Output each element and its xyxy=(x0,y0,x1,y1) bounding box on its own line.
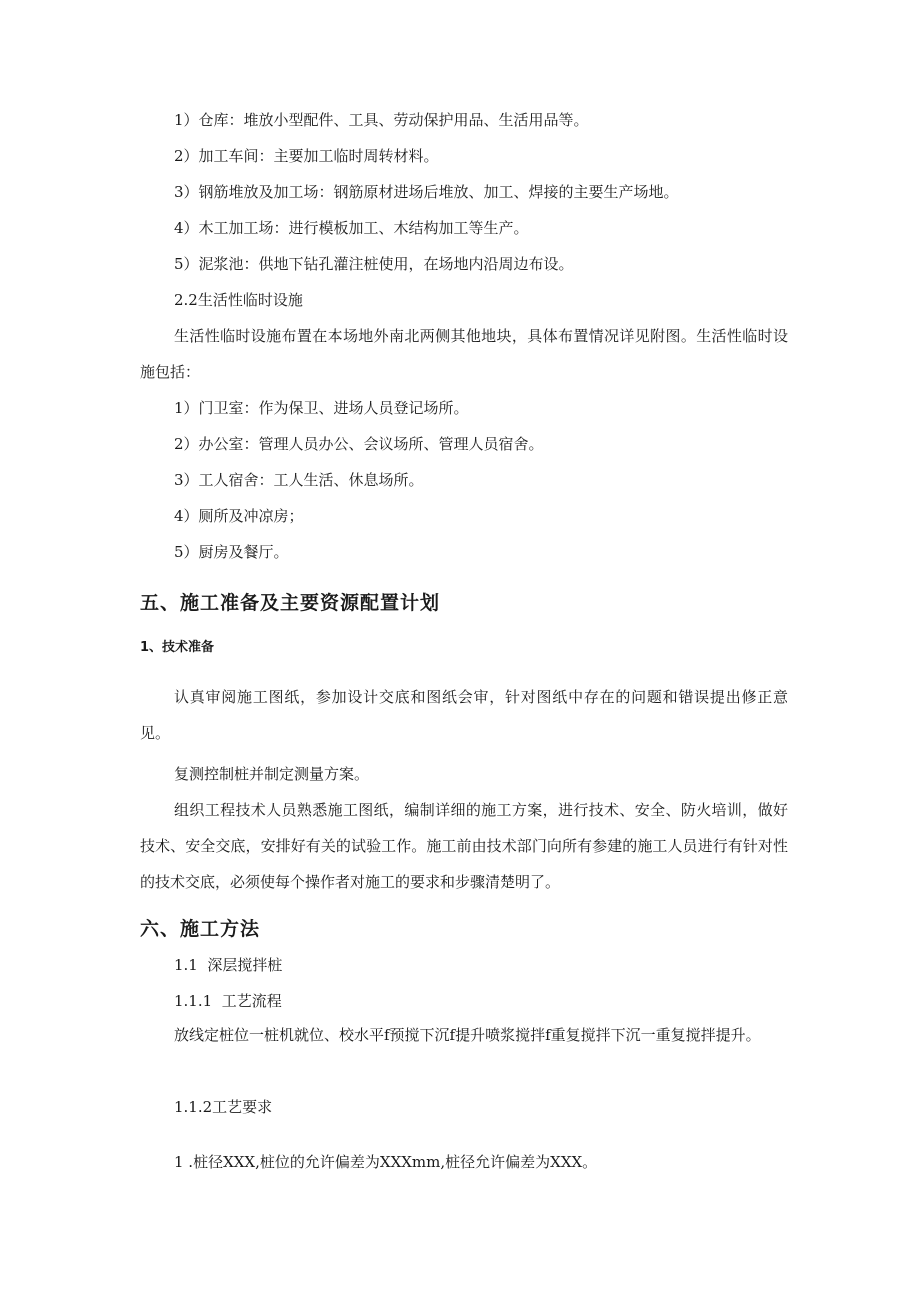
deep-mixing-pile-heading: 1.1 深层搅拌桩 xyxy=(174,956,283,974)
process-flow-heading: 1.1.1 工艺流程 xyxy=(174,992,282,1010)
living-facilities-intro: 生活性临时设施布置在本场地外南北两侧其他地块，具体布置情况详见附图。生活性临时设施包括： xyxy=(140,327,788,381)
living-item-1: 1）门卫室：作为保卫、进场人员登记场所。 xyxy=(174,399,469,417)
tech-prep-paragraph-2: 复测控制桩并制定测量方案。 xyxy=(174,765,370,783)
chapter-6-title: 六、施工方法 xyxy=(140,918,261,940)
prod-item-5: 5）泥浆池：供地下钻孔灌注桩使用，在场地内沿周边布设。 xyxy=(174,255,574,273)
tech-prep-paragraph-1: 认真审阅施工图纸，参加设计交底和图纸会审，针对图纸中存在的问题和错误提出修正意见。 xyxy=(140,688,788,742)
prod-item-2: 2）加工车间：主要加工临时周转材料。 xyxy=(174,147,439,165)
living-item-3: 3）工人宿舍：工人生活、休息场所。 xyxy=(174,471,424,489)
chapter-5-title: 五、施工准备及主要资源配置计划 xyxy=(140,592,441,614)
requirement-1: 1 .桩径XXX,桩位的允许偏差为XXXmm,桩径允许偏差为XXX。 xyxy=(174,1153,598,1171)
prod-item-4: 4）木工加工场：进行模板加工、木结构加工等生产。 xyxy=(174,219,529,237)
tech-prep-heading: 1、技术准备 xyxy=(140,640,215,655)
prod-item-3: 3）钢筋堆放及加工场：钢筋原材进场后堆放、加工、焊接的主要生产场地。 xyxy=(174,183,679,201)
prod-item-1: 1）仓库：堆放小型配件、工具、劳动保护用品、生活用品等。 xyxy=(174,111,589,129)
process-flow-text: 放线定桩位一桩机就位、校水平f预搅下沉f提升喷浆搅拌f重复搅拌下沉一重复搅拌提升。 xyxy=(174,1026,761,1044)
section-heading-2-2: 2.2生活性临时设施 xyxy=(174,291,303,309)
living-item-2: 2）办公室：管理人员办公、会议场所、管理人员宿舍。 xyxy=(174,435,544,453)
tech-prep-paragraph-3: 组织工程技术人员熟悉施工图纸，编制详细的施工方案，进行技术、安全、防火培训，做好技术、安全交底，安排好有关的试验工作。施工前由技术部门向所有参建的施工人员进行有针对性的技术交底，必须使每个操作者对施工的要求和步骤清楚明了。 xyxy=(140,801,788,891)
process-requirements-heading: 1.1.2工艺要求 xyxy=(174,1098,273,1116)
living-item-4: 4）厕所及冲凉房； xyxy=(174,507,304,525)
living-item-5: 5）厨房及餐厅。 xyxy=(174,543,289,561)
